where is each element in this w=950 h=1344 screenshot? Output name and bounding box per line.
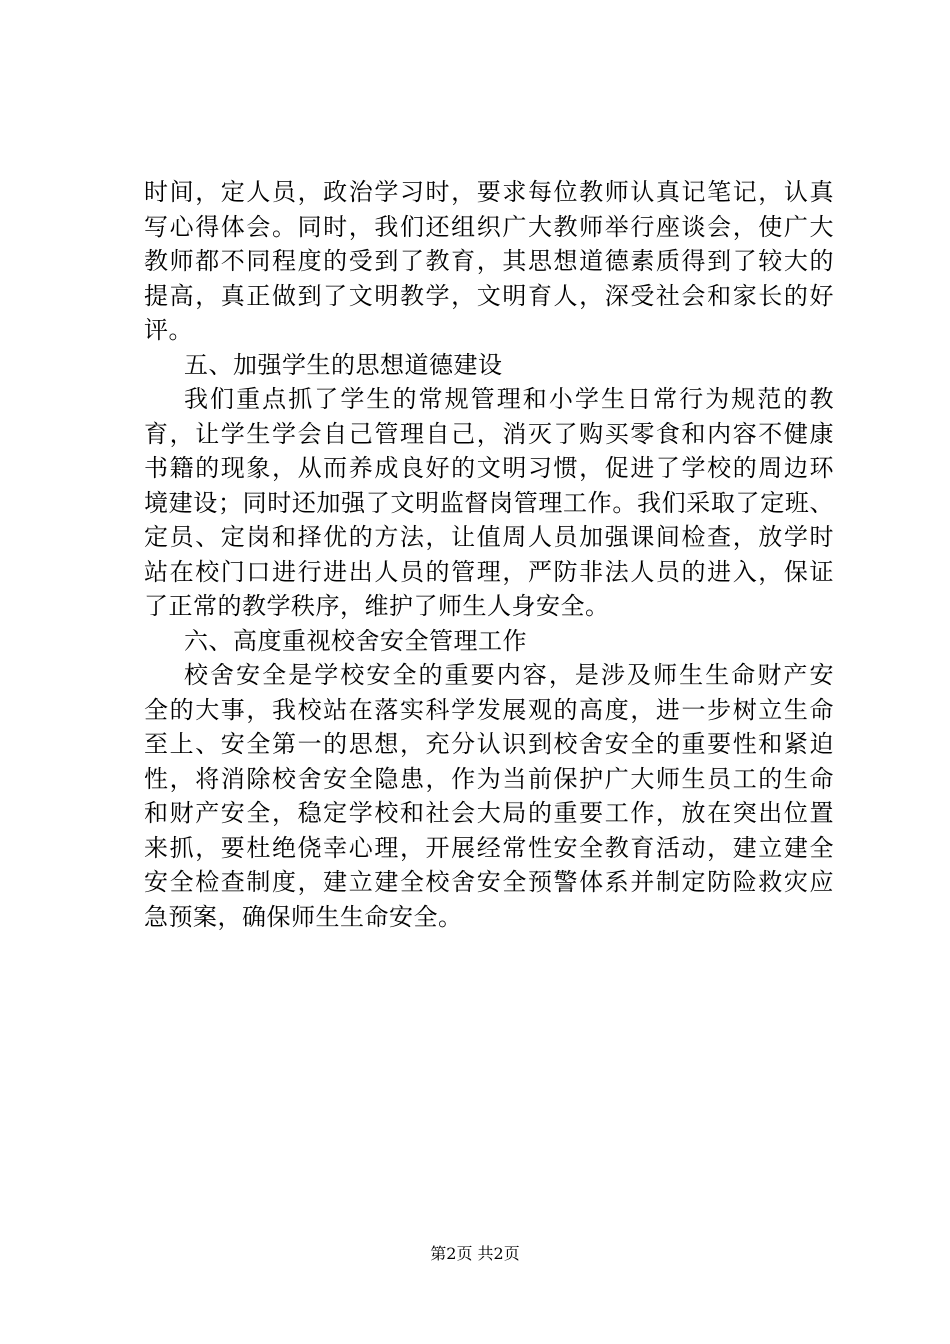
page-footer bbox=[0, 1242, 950, 1266]
paragraph-line: 评。 bbox=[144, 316, 193, 344]
paragraph-line: 全的大事，我校站在落实科学发展观的高度，进一步树立生命 bbox=[144, 695, 834, 724]
paragraph-line: 书籍的现象，从而养成良好的文明习惯，促进了学校的周边环 bbox=[144, 454, 834, 482]
paragraph-line: 教师都不同程度的受到了教育，其思想道德素质得到了较大的 bbox=[144, 247, 834, 275]
paragraph-line: 写心得体会。同时，我们还组织广大教师举行座谈会，使广大 bbox=[144, 212, 834, 241]
paragraph-line: 校舍安全是学校安全的重要内容，是涉及师生生命财产安 bbox=[184, 661, 834, 689]
paragraph-line: 至上、安全第一的思想，充分认识到校舍安全的重要性和紧迫 bbox=[144, 730, 834, 758]
paragraph-line: 和财产安全，稳定学校和社会大局的重要工作，放在突出位置 bbox=[144, 799, 834, 827]
paragraph-line: 提高，真正做到了文明教学，文明育人，深受社会和家长的好 bbox=[144, 281, 834, 310]
paragraph-line: 安全检查制度，建立建全校舍安全预警体系并制定防险救灾应 bbox=[144, 868, 834, 896]
section-heading: 六、高度重视校舍安全管理工作 bbox=[184, 626, 527, 655]
paragraph-line: 性，将消除校舍安全隐患，作为当前保护广大师生员工的生命 bbox=[144, 764, 834, 793]
paragraph-line: 我们重点抓了学生的常规管理和小学生日常行为规范的教 bbox=[184, 385, 834, 413]
paragraph-line: 来抓，要杜绝侥幸心理，开展经常性安全教育活动，建立建全 bbox=[144, 833, 834, 862]
paragraph-line: 站在校门口进行进出人员的管理，严防非法人员的进入，保证 bbox=[144, 557, 834, 586]
paragraph-line: 时间，定人员，政治学习时，要求每位教师认真记笔记，认真 bbox=[144, 178, 834, 206]
paragraph-line: 了正常的教学秩序，维护了师生人身安全。 bbox=[144, 592, 610, 620]
paragraph-line: 急预案，确保师生生命安全。 bbox=[144, 902, 463, 931]
document-body bbox=[144, 175, 834, 934]
paragraph-line: 定员、定岗和择优的方法，让值周人员加强课间检查，放学时 bbox=[144, 523, 834, 551]
paragraph-line: 境建设；同时还加强了文明监督岗管理工作。我们采取了定班、 bbox=[144, 488, 834, 517]
section-heading: 五、加强学生的思想道德建设 bbox=[184, 350, 503, 379]
page-number-label: 第2页 共2页 bbox=[430, 1244, 520, 1263]
paragraph-line: 育，让学生学会自己管理自己，消灭了购买零食和内容不健康 bbox=[144, 419, 834, 448]
